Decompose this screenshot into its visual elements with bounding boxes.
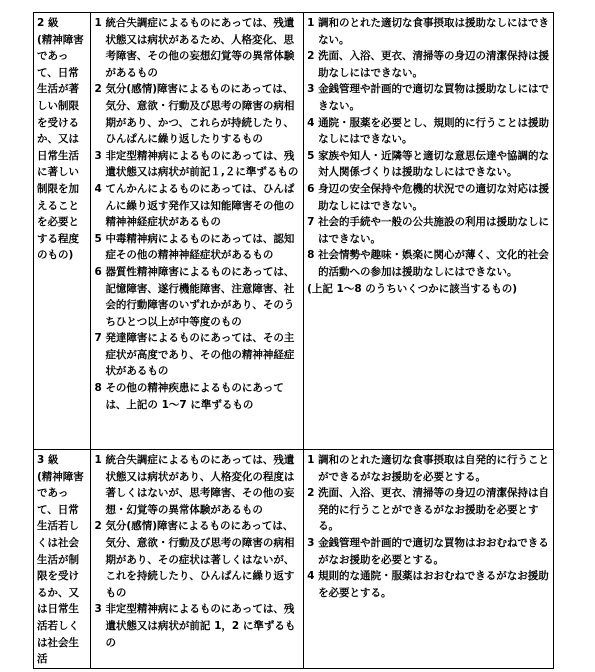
list-item: 6 器質性精神障害によるものにあっては、記憶障害、遂行機能障害、注意障害、社会的行動障害のいずれかがあり、そのうちひとつ以上が中等度のもの — [94, 265, 295, 328]
list-item: 5 家族や知人・近隣等と適切な意思伝達や協調的な対人関係づくりは援助なしにはできない。 — [307, 149, 550, 179]
list-item: 4 規則的な通院・服薬はおおむねできるがなお援助を必要とする。 — [307, 570, 549, 599]
list-item: 3 非定型精神病によるものにあっては、残遺状態又は病状が前記１,２に準ずるもの — [94, 149, 299, 179]
applicability-note: (上記 1～8 のうちいくつかに該当するもの) — [307, 282, 518, 295]
list-item: 2 洗面、入浴、更衣、清掃等の身辺の清潔保持は自発的に行うことができるがなお援助を必要とする。 — [307, 487, 550, 533]
disorder-list-cell — [91, 13, 304, 450]
list-item: 2 気分(感情)障害によるものにあっては、気分、意欲・行動及び思考の障害の病相期があり、その症状は著しくはないが、これを持続したり、ひんぱんに繰り返すもの — [94, 520, 295, 599]
list-item: 3 非定型精神病によるものにあっては、残遺状態又は病状が前記 1，2 に準ずるもの — [94, 603, 296, 649]
ability-list-cell — [304, 450, 554, 669]
grade-description: (精神障害であって、日常生活が著しい制限を受けるか、又は日常生活に著しい制限を加えることを必要とする程度のもの) — [37, 33, 84, 262]
grade-description: (精神障害であって、日常生活若しくは社会生活が制限を受けるか、又は日常生活若しくは社会生活 — [37, 470, 84, 666]
grade-cell — [34, 450, 91, 669]
table-row — [34, 450, 554, 669]
list-item: 5 中毒精神病によるものにあっては、認知症その他の精神神経症状があるもの — [94, 232, 295, 262]
list-item: 2 気分(感情)障害によるものにあっては、気分、意欲・行動及び思考の障害の病相期があり、かつ、これらが持続したり、ひんぱんに繰り返したりするもの — [94, 83, 295, 146]
grade-cell — [34, 13, 91, 450]
list-item: 2 洗面、入浴、更衣、清掃等の身辺の清潔保持は援助なしにはできない。 — [307, 50, 550, 79]
list-item: 1 統合失調症によるものにあっては、残遺状態又は病状があるため、人格変化、思考障害、その他の妄想幻覚等の異常体験があるもの — [94, 17, 295, 79]
table-row — [34, 13, 554, 450]
grade-label: 3 級 — [37, 454, 59, 466]
list-item: 1 調和のとれた適切な食事摂取は援助なしにはできない。 — [307, 17, 550, 46]
list-item: 8 その他の精神疾患によるものにあっては、上記の 1～7 に準ずるもの — [94, 382, 284, 411]
list-item: 4 てんかんによるものにあっては、ひんぱんに繰り返す発作又は知能障害その他の精神神経症状があるもの — [94, 182, 295, 229]
list-item: 4 通院・服薬を必要とし、規則的に行うことは援助なしにはできない。 — [307, 116, 550, 146]
ability-list-cell — [304, 13, 554, 450]
list-item: 1 統合失調症によるものにあっては、残遺状態又は病状があり、人格変化の程度は著しくはないが、思考障害、その他の妄想・幻覚等の異常体験があるもの — [94, 454, 295, 516]
list-item: 3 金銭管理や計画的で適切な買物はおおむねできるがなお援助を必要とする。 — [307, 536, 549, 566]
list-item: 6 身辺の安全保持や危機的状況での適切な対応は援助なしにはできない。 — [307, 182, 550, 212]
grade-label: 2 級 — [37, 17, 59, 29]
list-item: 1 調和のとれた適切な食事摂取は自発的に行うことができるがなお援助を必要とする。 — [307, 454, 550, 483]
disability-grade-table — [33, 12, 554, 669]
disorder-list-cell — [91, 450, 304, 669]
list-item: 3 金銭管理や計画的で適切な買物は援助なしにはできない。 — [307, 83, 550, 112]
list-item: 7 社会的手続や一般の公共施設の利用は援助なしにはできない。 — [307, 216, 550, 245]
list-item: 8 社会情勢や趣味・娯楽に関心が薄く、文化的社会的活動への参加は援助なしにはできない。 — [307, 249, 549, 278]
list-item: 7 発達障害によるものにあっては、その主症状が高度であり、その他の精神神経症状があるもの — [94, 332, 295, 378]
